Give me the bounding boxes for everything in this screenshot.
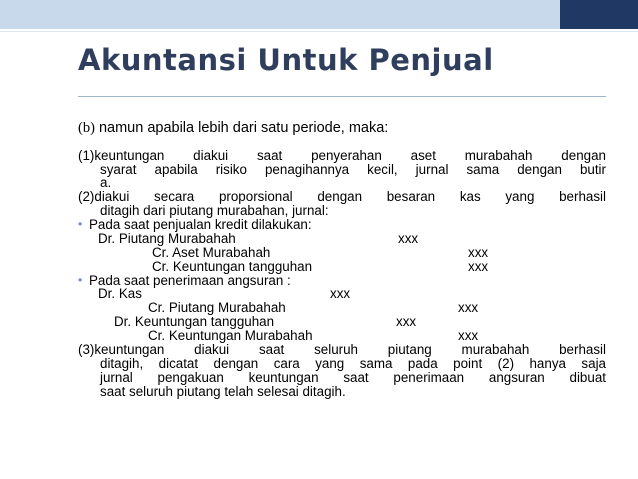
paragraph-3-line-2: ditagih, dicatat dengan cara yang sama pada point (2) hanya saja <box>100 356 606 372</box>
journal-row <box>78 260 606 274</box>
journal-row <box>78 301 606 315</box>
slide-body <box>78 122 606 399</box>
paragraph-3-line-4: saat seluruh piutang telah selesai ditagih. <box>100 383 346 399</box>
journal-row <box>78 232 606 246</box>
journal-account: Cr. Keuntungan Murabahah <box>148 328 313 344</box>
journal-row <box>78 287 606 301</box>
journal-amount: xxx <box>396 314 417 330</box>
slide-title: Akuntansi Untuk Penjual <box>78 43 494 77</box>
bullet-dot: • <box>78 272 83 287</box>
paragraph-2-line-2: ditagih dari piutang murabahan, jurnal: <box>100 202 329 218</box>
journal-amount: xxx <box>468 258 489 274</box>
item-b-marker: (b) <box>78 120 95 136</box>
bullet-penjualan-kredit <box>78 218 606 232</box>
paragraph-1-line-3: a. <box>100 175 112 191</box>
item-b-text: namun apabila lebih dari satu periode, maka: <box>94 120 389 136</box>
journal-amount: xxx <box>458 300 479 316</box>
bullet-dot: • <box>78 216 83 231</box>
top-decorative-band <box>0 0 638 30</box>
paragraph-3-line-3: jurnal pengakuan keuntungan saat penerimaan angsuran dibuat <box>100 369 606 385</box>
bullet-penerimaan-angsuran-text: Pada saat penerimaan angsuran : <box>89 272 291 288</box>
paragraph-3-line-1: (3)keuntungan diakui saat seluruh piutang murabahah berhasil <box>78 342 606 358</box>
top-band-rule-secondary <box>0 31 638 32</box>
journal-account: Dr. Piutang Murabahah <box>98 230 236 246</box>
paragraph-2 <box>78 190 606 218</box>
bullet-penjualan-kredit-text: Pada saat penjualan kredit dilakukan: <box>89 216 312 232</box>
journal-account: Cr. Aset Murabahah <box>152 244 271 260</box>
title-divider <box>78 96 606 97</box>
journal-account: Dr. Keuntungan tangguhan <box>114 314 275 330</box>
paragraph-2-line-1: (2)diakui secara proporsional dengan besaran kas yang berhasil <box>78 189 606 205</box>
paragraph-3 <box>78 343 606 398</box>
journal-amount: xxx <box>458 328 479 344</box>
journal-amount: xxx <box>330 286 351 302</box>
journal-row <box>78 246 606 260</box>
top-band-rule <box>0 29 638 30</box>
journal-row <box>78 315 606 329</box>
paragraph-1-line-2: syarat apabila risiko penagihannya kecil, jurnal sama dengan butir <box>100 161 606 177</box>
paragraph-1-line-1: (1)keuntungan diakui saat penyerahan aset murabahah dengan <box>78 147 606 163</box>
journal-account: Cr. Piutang Murabahah <box>148 300 286 316</box>
top-band-dark-corner <box>560 0 638 29</box>
top-band-light <box>0 0 560 29</box>
item-b-line <box>78 122 606 136</box>
journal-amount: xxx <box>468 244 489 260</box>
paragraph-1 <box>78 149 606 190</box>
journal-account: Dr. Kas <box>98 286 142 302</box>
journal-account: Cr. Keuntungan tangguhan <box>152 258 313 274</box>
journal-row <box>78 329 606 343</box>
bullet-penerimaan-angsuran <box>78 274 606 288</box>
journal-amount: xxx <box>398 230 419 246</box>
